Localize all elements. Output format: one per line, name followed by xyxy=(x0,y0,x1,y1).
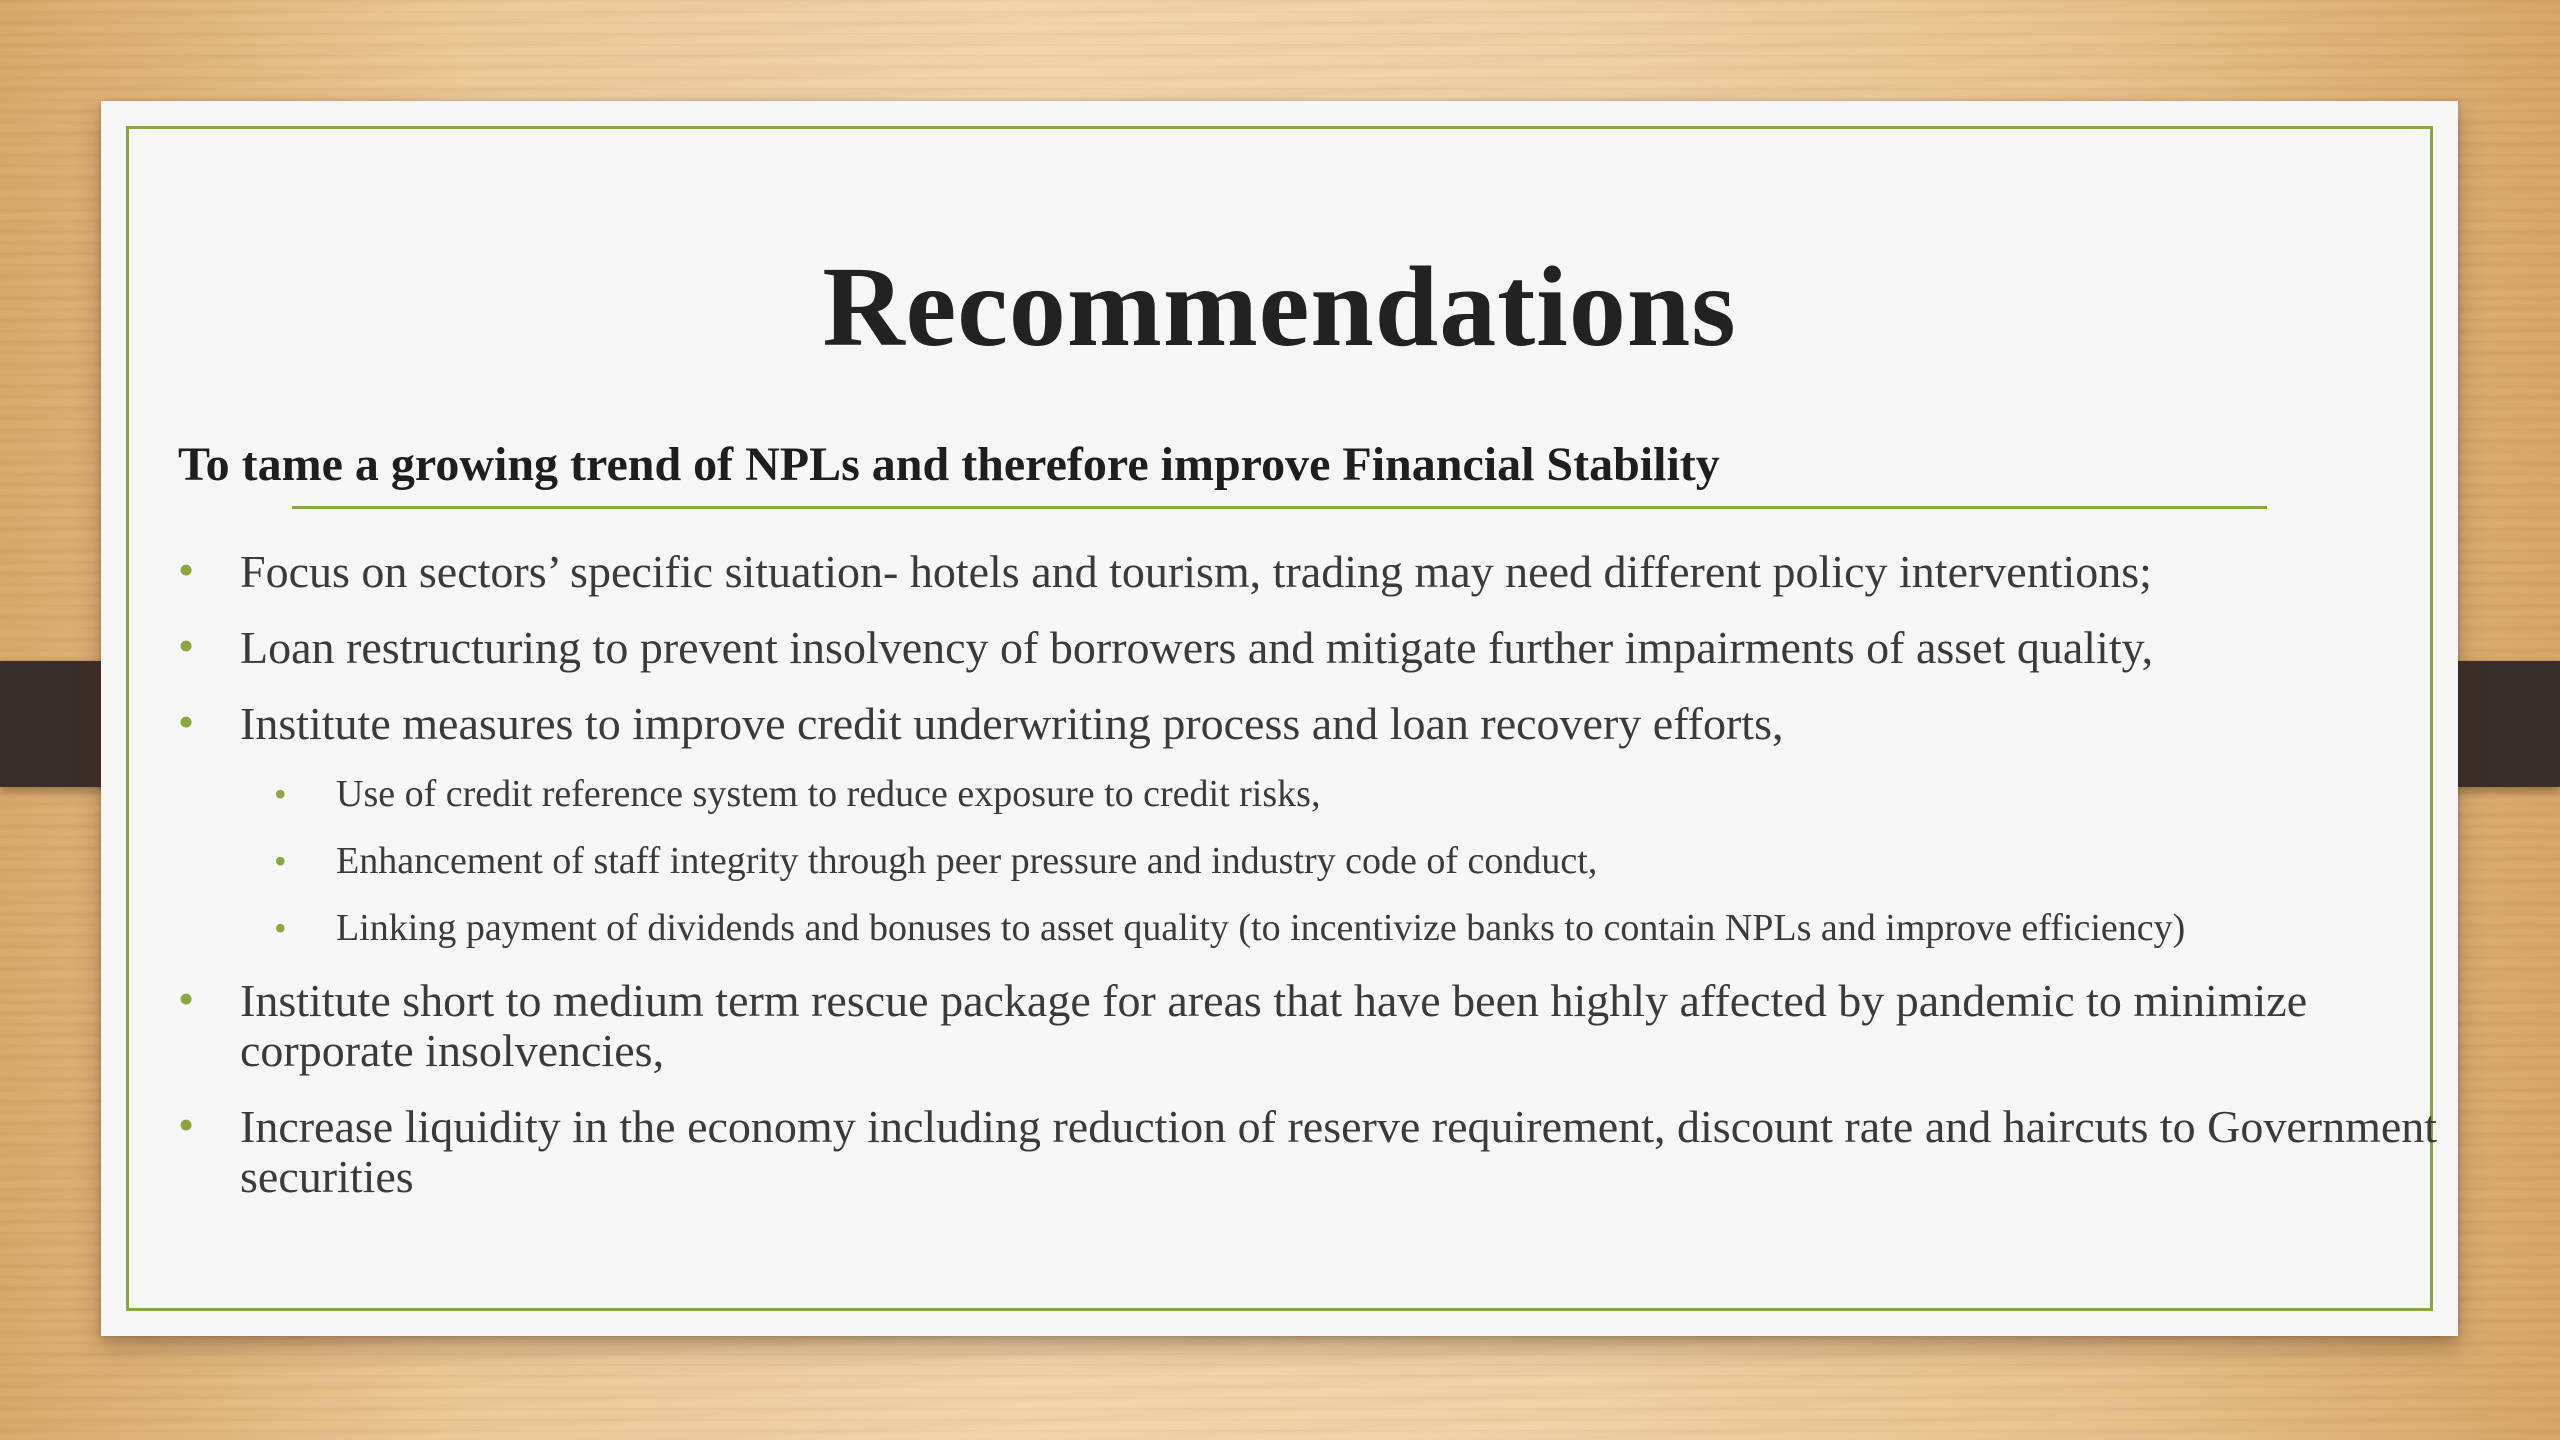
sub-bullet-item xyxy=(178,906,2438,950)
bullet-item xyxy=(178,1099,2438,1202)
bullet-marker: • xyxy=(178,544,195,595)
bullet-text: Institute measures to improve credit underwriting process and loan recovery efforts, xyxy=(240,698,1784,749)
subtitle-underline xyxy=(292,506,2267,509)
sub-bullet-item xyxy=(178,772,2438,816)
bullet-marker: • xyxy=(274,908,287,948)
bullet-item xyxy=(178,544,2438,597)
bullet-text: Loan restructuring to prevent insolvency of borrowers and mitigate further impairments of asset quality, xyxy=(240,622,2154,673)
bullet-list xyxy=(178,521,2438,1202)
bullet-marker: • xyxy=(274,774,287,814)
sub-bullet-text: Linking payment of dividends and bonuses to asset quality (to incentivize banks to contain NPLs and improve efficiency) xyxy=(336,907,2186,949)
bullet-marker: • xyxy=(178,1099,195,1150)
bullet-marker: • xyxy=(178,973,195,1024)
bullet-item xyxy=(178,696,2438,749)
bullet-item xyxy=(178,973,2438,1076)
bullet-text: Institute short to medium term rescue package for areas that have been highly affected by pandemic to minimize corporate insolvencies, xyxy=(240,975,2308,1076)
sub-bullet-text: Use of credit reference system to reduce exposure to credit risks, xyxy=(336,773,1321,815)
sub-bullet-item xyxy=(178,839,2438,883)
slide-title: Recommendations xyxy=(822,243,1737,370)
sub-bullet-text: Enhancement of staff integrity through peer pressure and industry code of conduct, xyxy=(336,840,1598,882)
bullet-marker: • xyxy=(178,620,195,671)
slide xyxy=(101,101,2458,1336)
bullet-item xyxy=(178,620,2438,673)
bullet-marker: • xyxy=(274,841,287,881)
bullet-marker: • xyxy=(178,696,195,747)
slide-subtitle: To tame a growing trend of NPLs and therefore improve Financial Stability xyxy=(178,438,1720,491)
bullet-text: Increase liquidity in the economy including reduction of reserve requirement, discount rate and haircuts to Government securities xyxy=(240,1101,2438,1202)
bullet-text: Focus on sectors’ specific situation- hotels and tourism, trading may need different policy interventions; xyxy=(240,546,2152,597)
